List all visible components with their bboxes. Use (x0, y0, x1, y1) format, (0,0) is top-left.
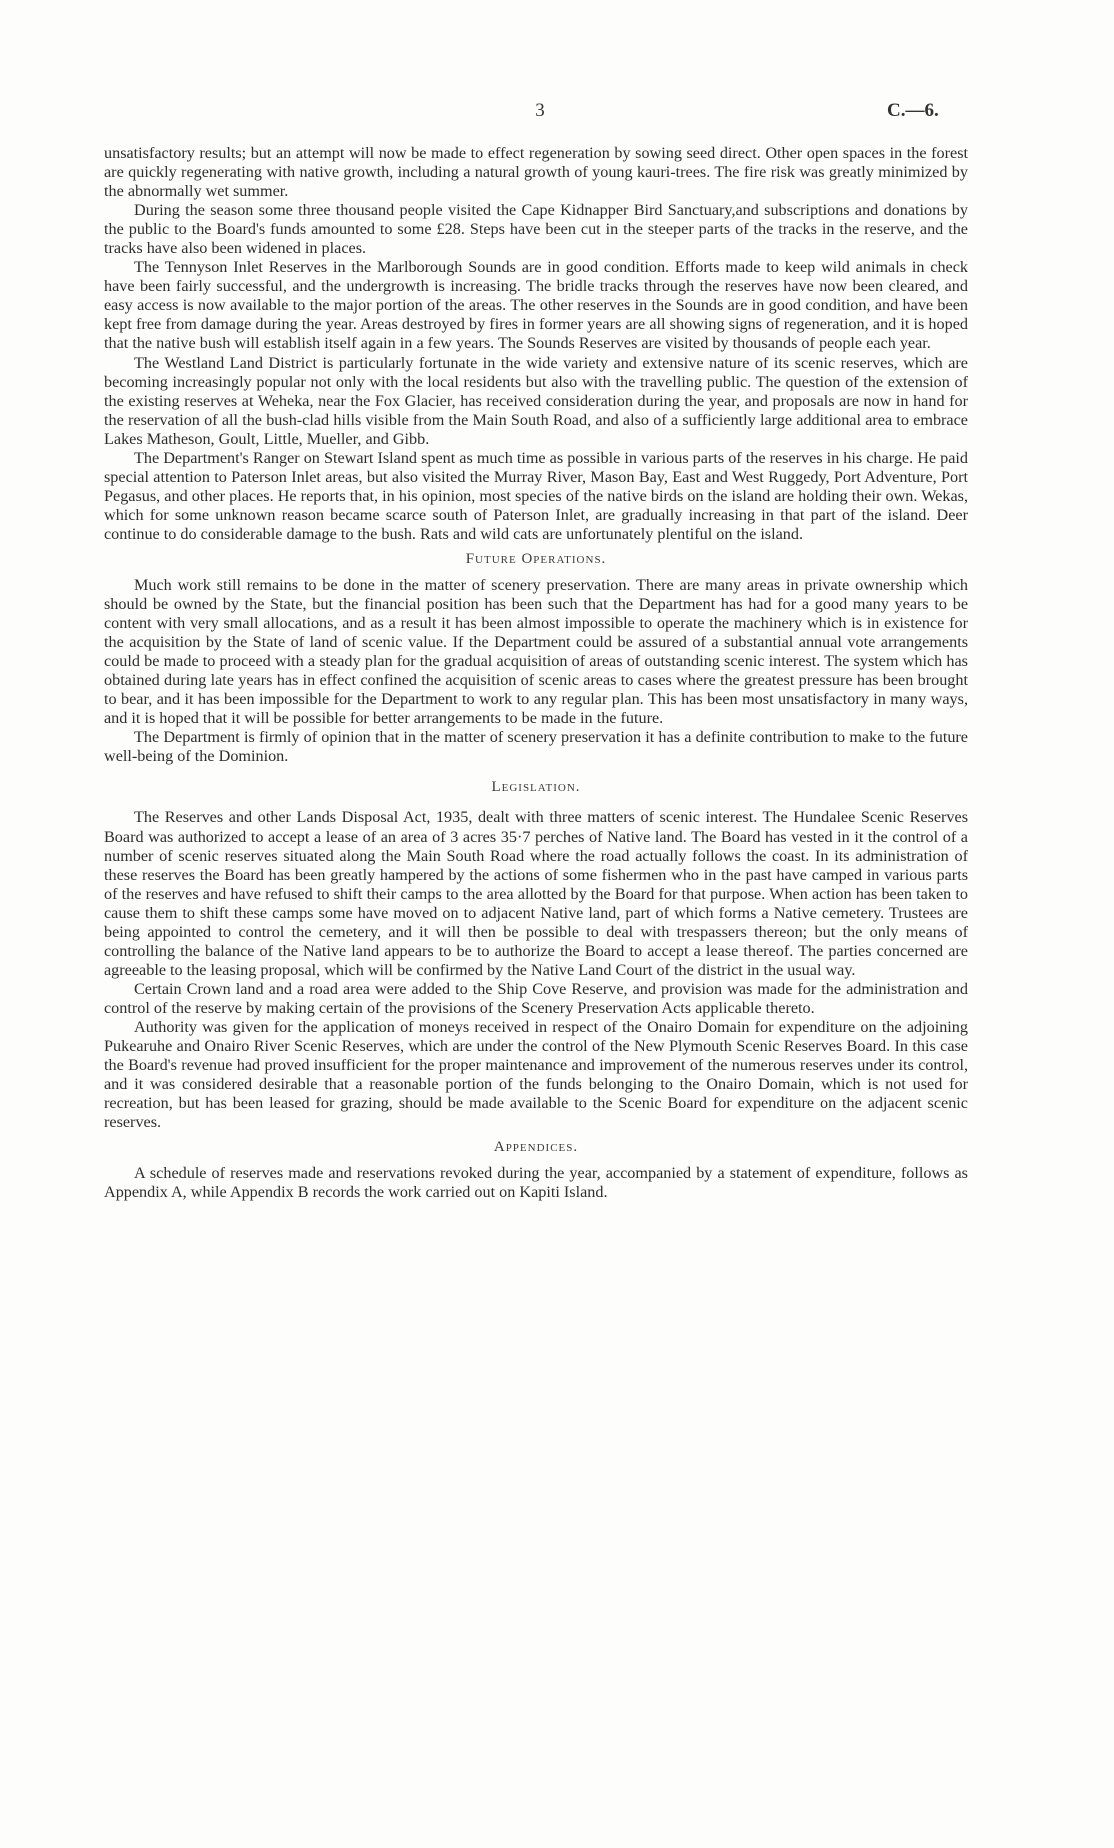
paragraph: During the season some three thousand people visited the Cape Kidnapper Bird Sanctuary,and subscriptions and donations by the public to the Board's funds amounted to some £28. Steps have been cut in the steeper parts of the tracks in the reserve, and the tracks have also been widened in places. (104, 201, 968, 258)
paragraph: The Tennyson Inlet Reserves in the Marlborough Sounds are in good condition. Efforts made to keep wild animals in check have been fairly successful, and the undergrowth is increasing. The bridle tracks through the reserves have now been cleared, and easy access is now available to the major portion of the areas. The other reserves in the Sounds are in good condition, and have been kept free from damage during the year. Areas destroyed by fires in former years are all showing signs of regeneration, and it is hoped that the native bush will establish itself again in a few years. The Sounds Reserves are visited by thousands of people each year. (104, 258, 968, 353)
paragraph: The Reserves and other Lands Disposal Act, 1935, dealt with three matters of scenic interest. The Hundalee Scenic Reserves Board was authorized to accept a lease of an area of 3 acres 35·7 perches of Native land. The Board has vested in it the control of a number of scenic reserves situated along the Main South Road where the road actually follows the coast. In its administration of these reserves the Board has been greatly hampered by the actions of some fishermen who in the past have camped in various parts of the reserves and have refused to shift their camps to the area allotted by the Board for that purpose. When action has been taken to cause them to shift these camps some have moved on to adjacent Native land, part of which forms a Native cemetery. Trustees are being appointed to control the cemetery, and it will then be possible to deal with trespassers thereon; but the only means of controlling the balance of the Native land appears to be to authorize the Board to accept a lease thereof. The parties concerned are agreeable to the leasing proposal, which will be confirmed by the Native Land Court of the district in the usual way. (104, 808, 968, 979)
paragraph: Much work still remains to be done in the matter of scenery preservation. There are many areas in private ownership which should be owned by the State, but the financial position has been such that the Department has had for a good many years to be content with very small allocations, and as a result it has been almost impossible to operate the machinery which is in existence for the acquisition by the State of land of scenic value. If the Department could be assured of a substantial annual vote arrangements could be made to proceed with a steady plan for the gradual acquisition of areas of outstanding scenic interest. The system which has obtained during late years has in effect confined the acquisition of scenic areas to cases where the greatest pressure has been brought to bear, and it has been impossible for the Department to work to any regular plan. This has been most unsatisfactory in many ways, and it is hoped that it will be possible for better arrangements to be made in the future. (104, 575, 968, 728)
paragraph: The Westland Land District is particularly fortunate in the wide variety and extensive nature of its scenic reserves, which are becoming increasingly popular not only with the local residents but also with the travelling public. The question of the extension of the existing reserves at Weheka, near the Fox Glacier, has received consideration during the year, and proposals are now in hand for the reservation of all the bush-clad hills visible from the Main South Road, and also of a sufficiently large additional area to embrace Lakes Matheson, Goult, Little, Mueller, and Gibb. (104, 353, 968, 448)
document-reference: C.—6. (887, 100, 939, 121)
section-heading-appendices: Appendices. (493, 1139, 579, 1156)
paragraph: Authority was given for the application of moneys received in respect of the Onairo Domain for expenditure on the adjoining Pukearuhe and Onairo River Scenic Reserves, which are under the control of the New Plymouth Scenic Reserves Board. In this case the Board's revenue had proved insufficient for the proper maintenance and improvement of the numerous reserves under its control, and it was considered desirable that a reasonable portion of the funds belonging to the Onairo Domain, which is not used for recreation, but has been leased for grazing, should be made available to the Scenic Board for expenditure on the adjacent scenic reserves. (104, 1017, 968, 1132)
section-heading-future-operations: Future Operations. (465, 550, 607, 567)
page-number: 3 (535, 100, 545, 121)
paragraph: The Department is firmly of opinion that in the matter of scenery preservation it has a definite contribution to make to the future well-being of the Dominion. (104, 728, 968, 766)
section-heading-legislation: Legislation. (491, 779, 581, 796)
paragraph: Certain Crown land and a road area were added to the Ship Cove Reserve, and provision was made for the administration and control of the reserve by making certain of the provisions of the Scenery Preservation Acts applicable thereto. (104, 979, 968, 1017)
paragraph: unsatisfactory results; but an attempt will now be made to effect regeneration by sowing seed direct. Other open spaces in the forest are quickly regenerating with native growth, including a natural growth of young kauri-trees. The fire risk was greatly minimized by the abnormally wet summer. (104, 144, 968, 201)
paragraph: A schedule of reserves made and reservations revoked during the year, accompanied by a statement of expenditure, follows as Appendix A, while Appendix B records the work carried out on Kapiti Island. (104, 1164, 968, 1202)
paragraph: The Department's Ranger on Stewart Island spent as much time as possible in various parts of the reserves in his charge. He paid special attention to Paterson Inlet areas, but also visited the Murray River, Mason Bay, East and West Ruggedy, Port Adventure, Port Pegasus, and other places. He reports that, in his opinion, most species of the native birds on the island are holding their own. Wekas, which for some unknown reason became scarce south of Paterson Inlet, are gradually increasing in that part of the island. Deer continue to do considerable damage to the bush. Rats and wild cats are unfortunately plentiful on the island. (104, 448, 968, 543)
document-body (104, 144, 968, 1202)
